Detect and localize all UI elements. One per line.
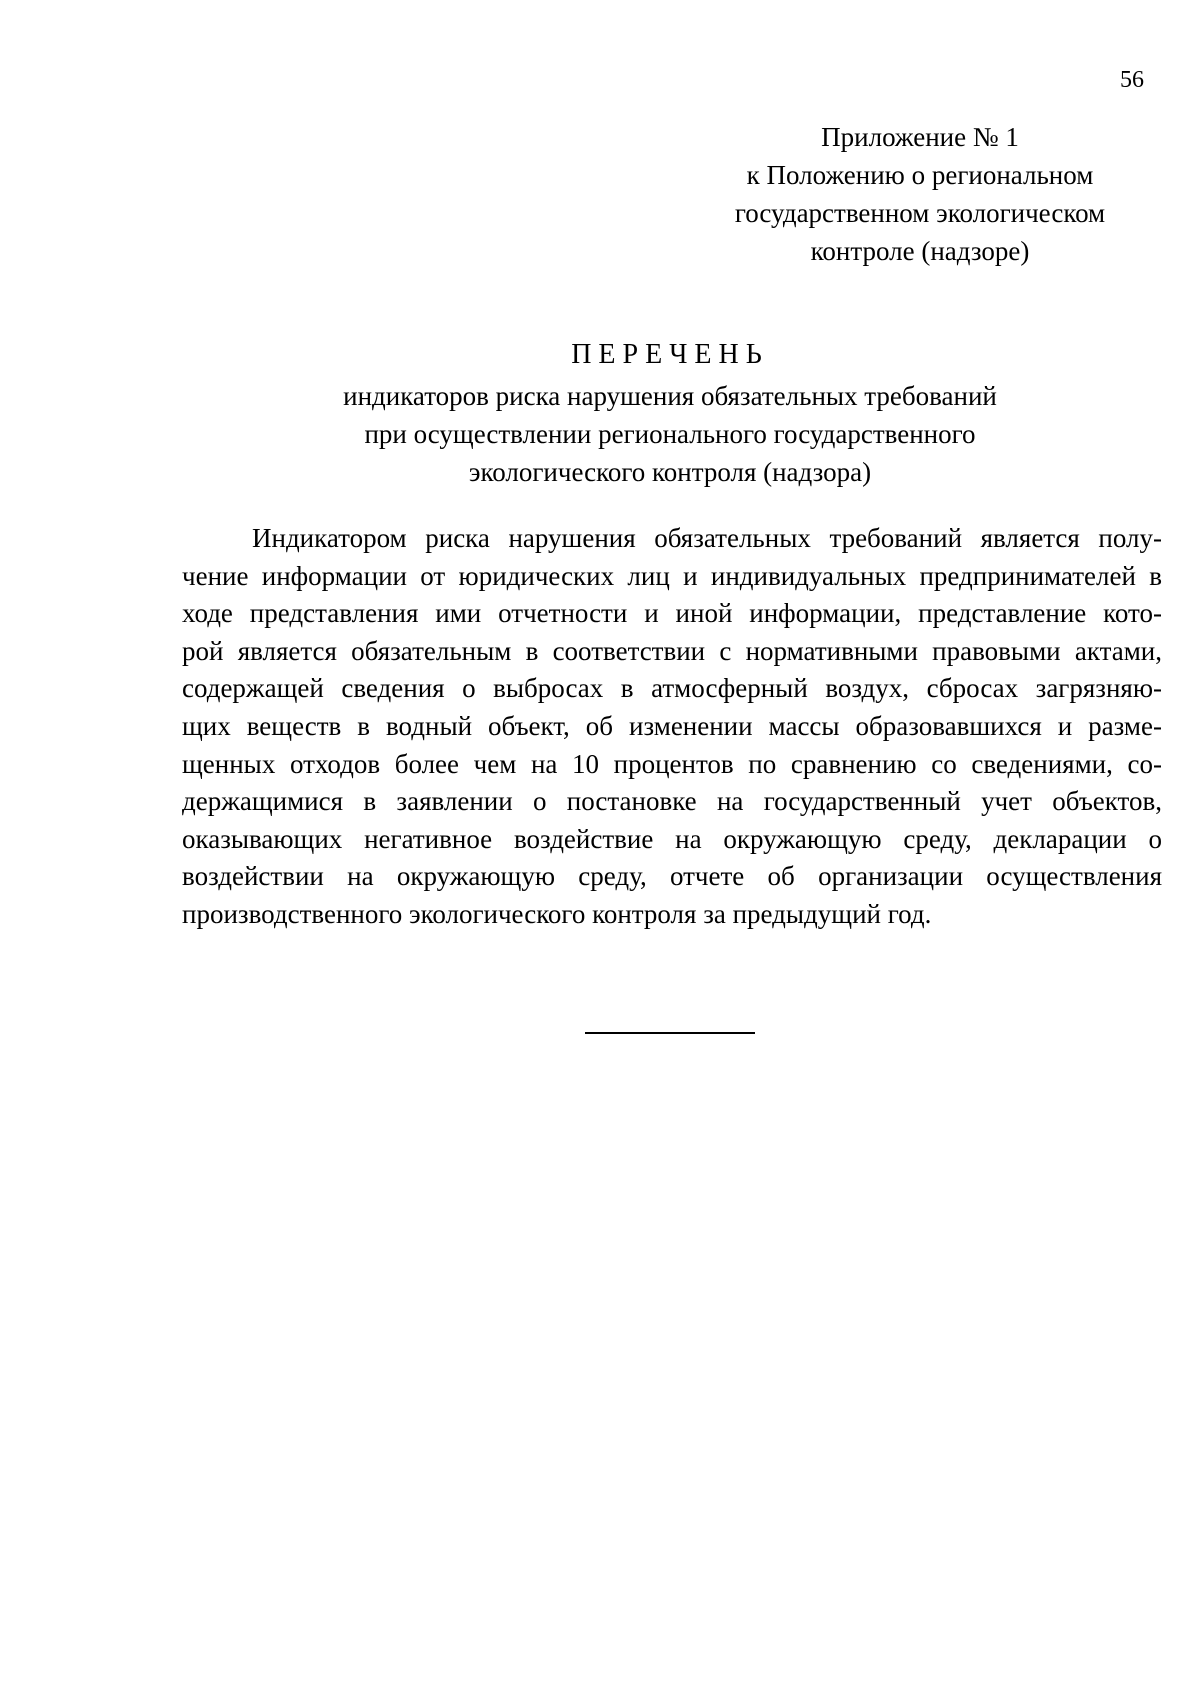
subtitle-line: индикаторов риска нарушения обязательных требований xyxy=(343,381,997,411)
subtitle-line: экологического контроля (надзора) xyxy=(468,457,872,487)
body-line: воздействии на окружающую среду, отчете об организации осуществления xyxy=(182,861,1162,892)
appendix-line: к Положению о региональном xyxy=(746,160,1094,190)
title-block xyxy=(150,335,1190,491)
appendix-line: Приложение № 1 xyxy=(821,122,1019,152)
appendix-note xyxy=(700,118,1140,270)
body-line: производственного экологического контроля за предыдущий год. xyxy=(182,898,932,929)
body-line: Индикатором риска нарушения обязательных требований является полу- xyxy=(252,523,1162,553)
body-line: щенных отходов более чем на 10 процентов по сравнению со сведениями, со- xyxy=(182,748,1162,779)
page-number: 56 xyxy=(1120,67,1144,93)
body-line: держащимися в заявлении о постановке на государственный учет объектов, xyxy=(182,786,1162,817)
appendix-line: контроле (надзоре) xyxy=(810,236,1030,266)
body-line: содержащей сведения о выбросах в атмосферный воздух, сбросах загрязняю- xyxy=(182,673,1162,704)
body-line: ходе представления ими отчетности и иной информации, представление кото- xyxy=(182,598,1162,629)
body-line: оказывающих негативное воздействие на окружающую среду, декларации о xyxy=(182,823,1162,854)
appendix-line: государственном экологическом xyxy=(734,198,1106,228)
closing-separator-line xyxy=(585,1032,755,1034)
body-line: рой является обязательным в соответствии с нормативными правовыми актами, xyxy=(182,635,1162,666)
body-paragraph xyxy=(182,520,1162,934)
body-line: чение информации от юридических лиц и индивидуальных предпринимателей в xyxy=(182,560,1162,591)
subtitle-line: при осуществлении регионального государственного xyxy=(364,419,976,449)
document-title: ПЕРЕЧЕНЬ xyxy=(571,339,769,370)
body-line: щих веществ в водный объект, об изменении массы образовавшихся и разме- xyxy=(182,710,1162,741)
